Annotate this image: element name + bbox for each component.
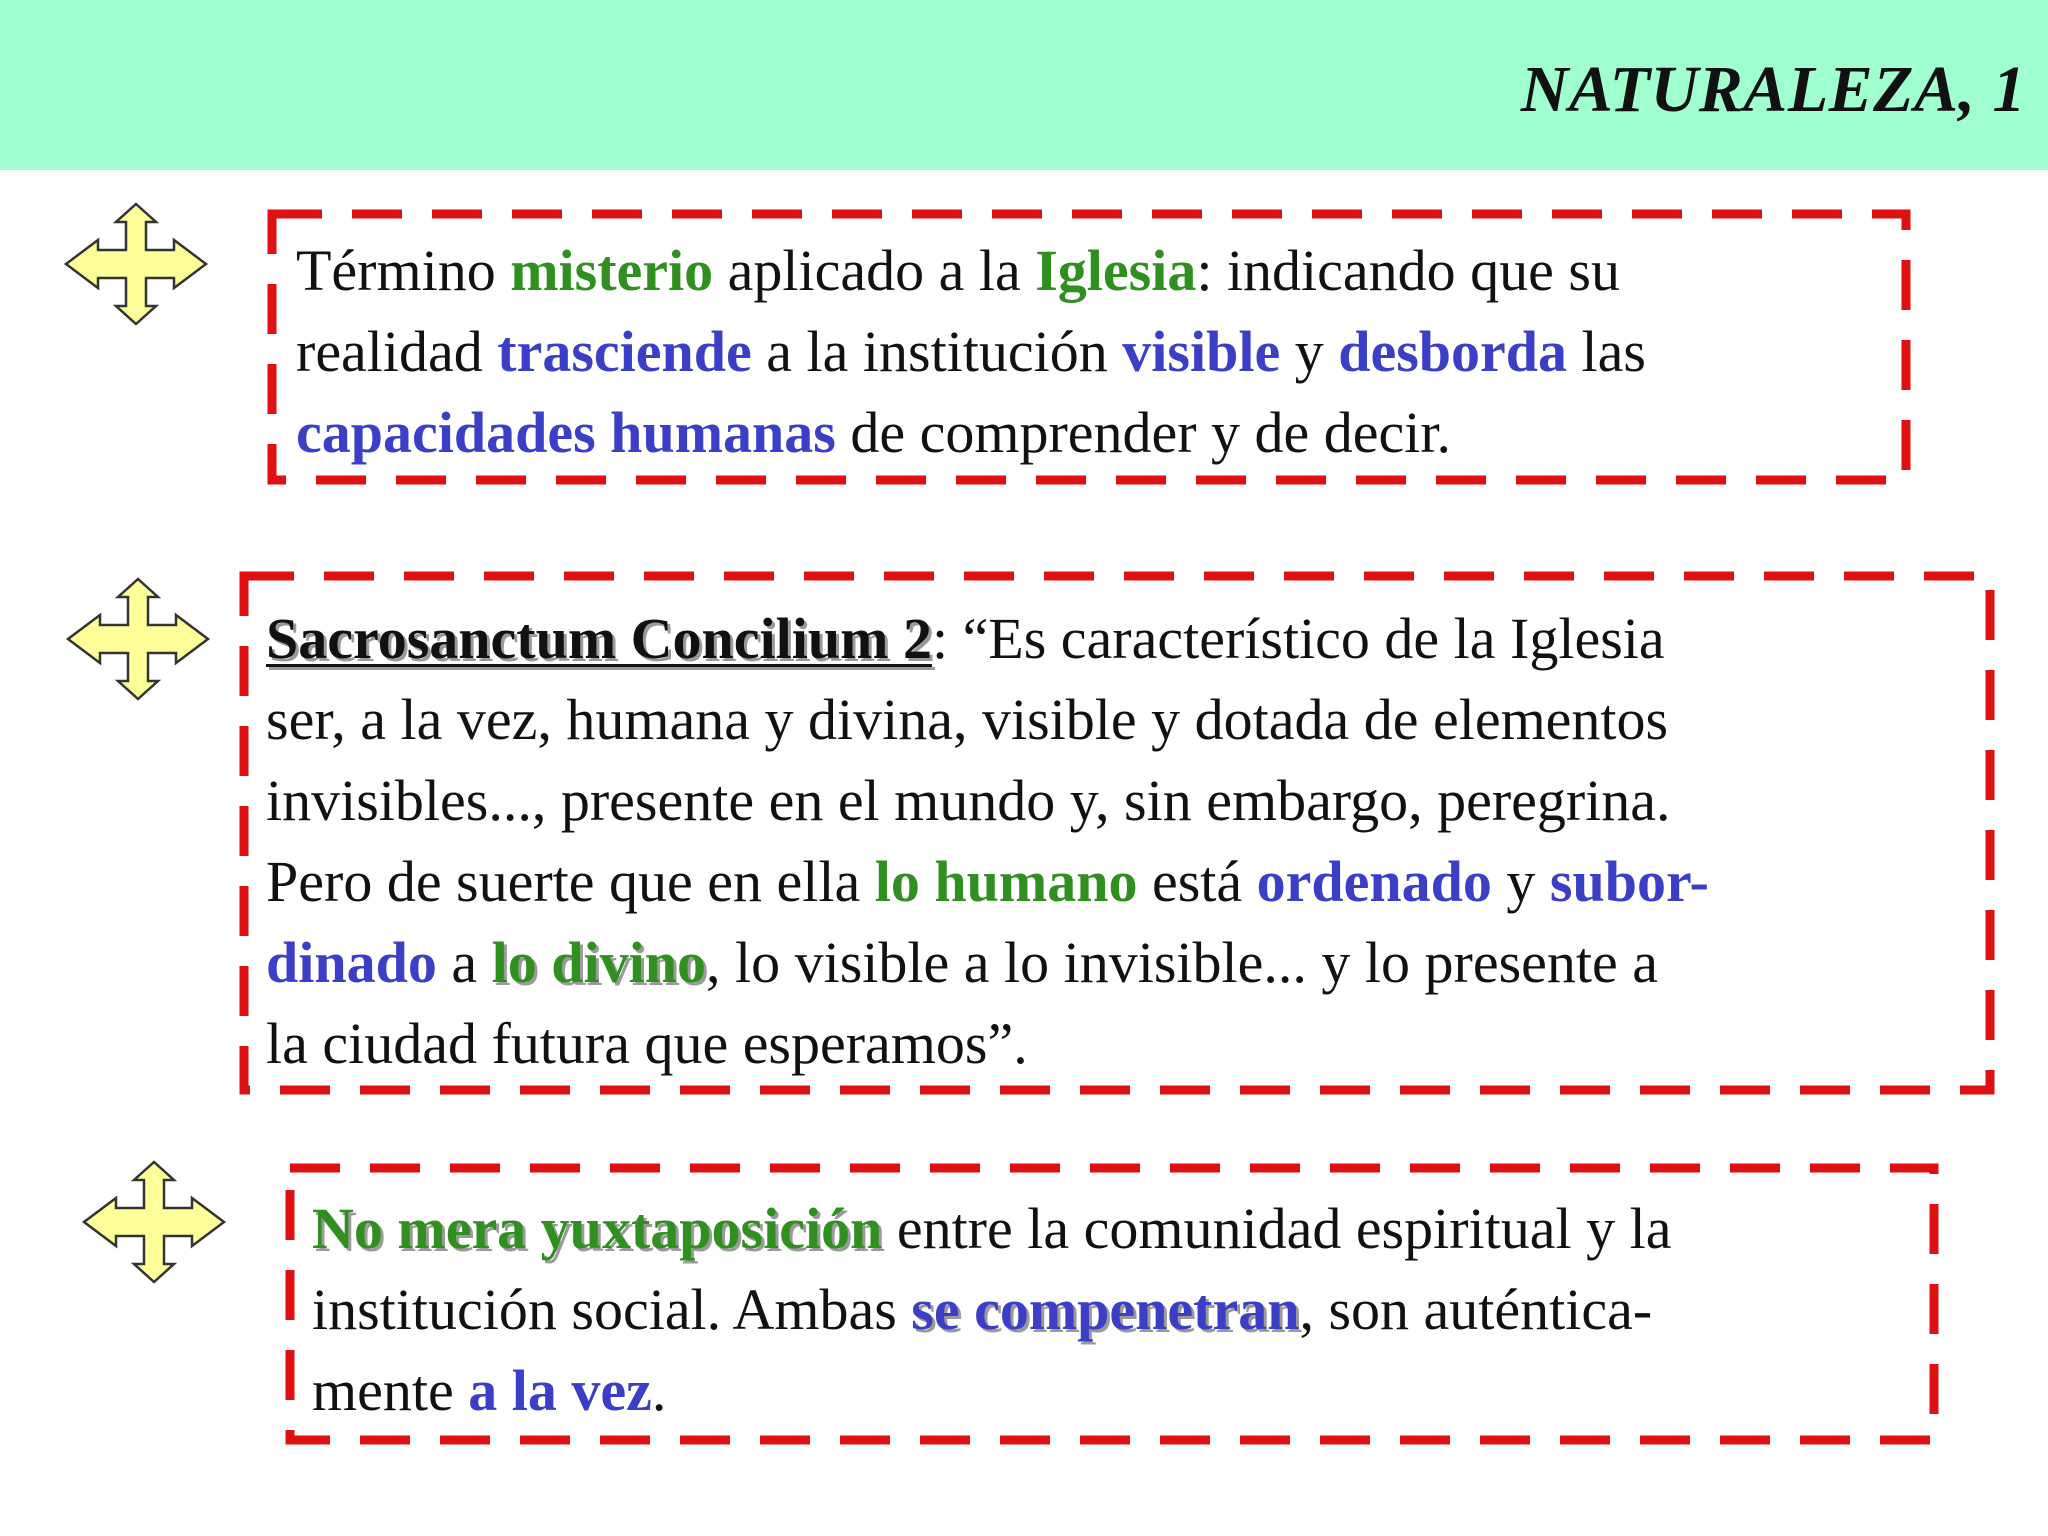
term-a-la-vez: a la vez xyxy=(468,1358,652,1423)
definition-line-3: capacidades humanas de comprender y de decir. xyxy=(296,400,1452,465)
term-desborda: desborda xyxy=(1338,319,1568,384)
slide-title: NATURALEZA, 1 xyxy=(1520,53,2026,126)
four-way-arrow-icon xyxy=(62,200,210,328)
quotation-line-3: invisibles..., presente en el mundo y, sin embargo, peregrina. xyxy=(266,768,1671,833)
definition-line-1: Término misterio aplicado a la Iglesia: indicando que su xyxy=(296,238,1620,303)
term-misterio: misterio xyxy=(510,238,714,303)
term-se-compenetran: se compenetran xyxy=(911,1277,1300,1342)
definition-text xyxy=(296,230,1646,473)
conclusion-line-2: institución social. Ambas se compenetran, son auténtica- xyxy=(312,1277,1653,1342)
term-subordinado-1: subor- xyxy=(1549,849,1709,914)
definition-line-2: realidad trasciende a la institución visible y desborda las xyxy=(296,319,1646,384)
term-lo-divino: lo divino xyxy=(491,930,706,995)
term-visible: visible xyxy=(1122,319,1281,384)
conclusion-text xyxy=(312,1188,1672,1431)
term-lo-humano: lo humano xyxy=(874,849,1138,914)
four-way-arrow-icon xyxy=(80,1158,228,1286)
term-trasciende: trasciende xyxy=(497,319,752,384)
four-way-arrow-icon xyxy=(64,575,212,703)
conclusion-line-3: mente a la vez. xyxy=(312,1358,667,1423)
quotation-text xyxy=(266,598,1709,1084)
term-subordinado-2: dinado xyxy=(266,930,437,995)
source-reference: Sacrosanctum Concilium 2 xyxy=(266,606,932,671)
term-ordenado: ordenado xyxy=(1256,849,1492,914)
quotation-line-4: Pero de suerte que en ella lo humano está ordenado y subor- xyxy=(266,849,1709,914)
quotation-line-1: Sacrosanctum Concilium 2: “Es característico de la Iglesia xyxy=(266,606,1665,671)
quotation-line-5: dinado a lo divino, lo visible a lo invisible... y lo presente a xyxy=(266,930,1658,995)
term-capacidades-humanas: capacidades humanas xyxy=(296,400,836,465)
quotation-line-2: ser, a la vez, humana y divina, visible y dotada de elementos xyxy=(266,687,1669,752)
quotation-line-6: la ciudad futura que esperamos”. xyxy=(266,1011,1028,1076)
term-no-mera-yuxtaposicion: No mera yuxtaposición xyxy=(312,1196,883,1261)
conclusion-line-1: No mera yuxtaposición entre la comunidad espiritual y la xyxy=(312,1196,1672,1261)
term-iglesia: Iglesia xyxy=(1035,238,1197,303)
